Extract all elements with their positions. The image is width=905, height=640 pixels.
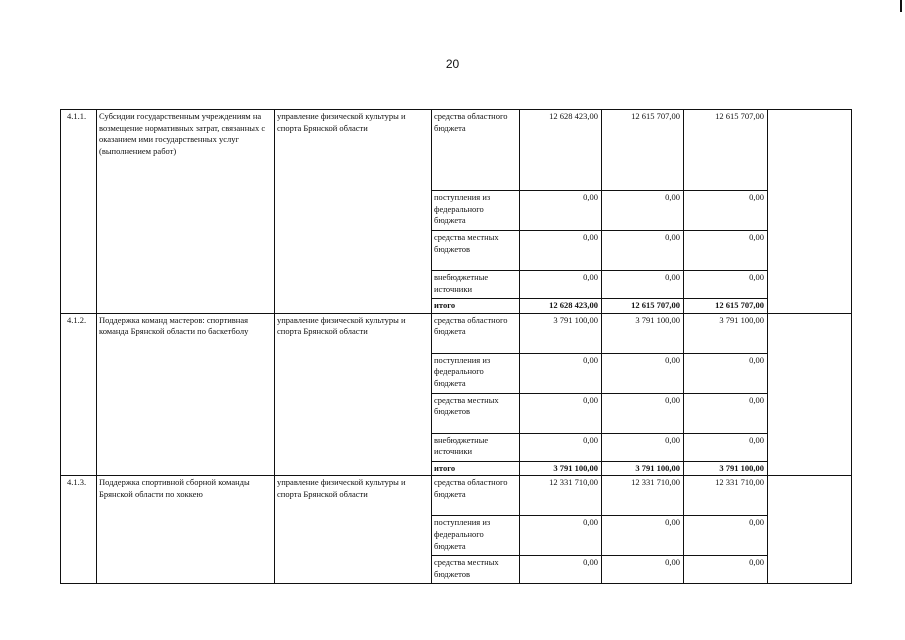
amount-cell: 12 615 707,00 — [684, 110, 768, 191]
table-row — [61, 476, 852, 516]
total-label: итого — [432, 299, 520, 314]
empty-cell — [768, 313, 852, 476]
amount-cell: 0,00 — [602, 191, 684, 231]
item-name: Поддержка команд мастеров: спортивная команда Брянской области по баскетболу — [97, 313, 275, 476]
amount-cell: 0,00 — [684, 353, 768, 393]
total-label: итого — [432, 461, 520, 476]
amount-cell: 12 331 710,00 — [520, 476, 602, 516]
item-executor: управление физической культуры и спорта Брянской области — [275, 110, 432, 314]
funding-source: внебюджетные источники — [432, 433, 520, 461]
funding-source: поступления из федерального бюджета — [432, 353, 520, 393]
funding-source: средства местных бюджетов — [432, 231, 520, 271]
amount-cell: 12 331 710,00 — [602, 476, 684, 516]
item-name: Поддержка спортивной сборной команды Брянской области по хоккею — [97, 476, 275, 584]
amount-cell: 0,00 — [684, 271, 768, 299]
item-code: 4.1.3. — [61, 476, 97, 584]
amount-cell: 0,00 — [520, 353, 602, 393]
amount-cell: 12 331 710,00 — [684, 476, 768, 516]
amount-cell: 0,00 — [602, 271, 684, 299]
amount-cell: 0,00 — [602, 556, 684, 584]
total-amount: 12 615 707,00 — [602, 299, 684, 314]
amount-cell: 0,00 — [684, 191, 768, 231]
empty-cell — [768, 110, 852, 314]
amount-cell: 0,00 — [684, 231, 768, 271]
amount-cell: 0,00 — [684, 556, 768, 584]
amount-cell: 12 615 707,00 — [602, 110, 684, 191]
amount-cell: 0,00 — [520, 231, 602, 271]
amount-cell: 3 791 100,00 — [520, 313, 602, 353]
funding-source: средства местных бюджетов — [432, 556, 520, 584]
budget-table — [60, 109, 852, 584]
table-row — [61, 110, 852, 191]
funding-source: поступления из федерального бюджета — [432, 516, 520, 556]
amount-cell: 0,00 — [684, 393, 768, 433]
funding-source: средства областного бюджета — [432, 313, 520, 353]
amount-cell: 3 791 100,00 — [602, 313, 684, 353]
amount-cell: 0,00 — [684, 516, 768, 556]
item-name: Субсидии государственным учреждениям на возмещение нормативных затрат, связанных с оказанием ими государственных услуг (выполнением работ) — [97, 110, 275, 314]
amount-cell: 0,00 — [602, 353, 684, 393]
item-code: 4.1.1. — [61, 110, 97, 314]
total-amount: 3 791 100,00 — [520, 461, 602, 476]
total-amount: 3 791 100,00 — [602, 461, 684, 476]
amount-cell: 0,00 — [602, 516, 684, 556]
table-row — [61, 313, 852, 353]
amount-cell: 0,00 — [602, 433, 684, 461]
amount-cell: 0,00 — [602, 393, 684, 433]
empty-cell — [768, 476, 852, 584]
amount-cell: 12 628 423,00 — [520, 110, 602, 191]
item-executor: управление физической культуры и спорта Брянской области — [275, 313, 432, 476]
total-amount: 12 615 707,00 — [684, 299, 768, 314]
item-executor: управление физической культуры и спорта Брянской области — [275, 476, 432, 584]
funding-source: поступления из федерального бюджета — [432, 191, 520, 231]
amount-cell: 3 791 100,00 — [684, 313, 768, 353]
item-code: 4.1.2. — [61, 313, 97, 476]
amount-cell: 0,00 — [520, 516, 602, 556]
amount-cell: 0,00 — [520, 271, 602, 299]
page-number: 20 — [445, 57, 460, 71]
amount-cell: 0,00 — [684, 433, 768, 461]
funding-source: средства местных бюджетов — [432, 393, 520, 433]
funding-source: средства областного бюджета — [432, 476, 520, 516]
amount-cell: 0,00 — [520, 433, 602, 461]
amount-cell: 0,00 — [520, 191, 602, 231]
amount-cell: 0,00 — [520, 556, 602, 584]
funding-source: внебюджетные источники — [432, 271, 520, 299]
edge-mark — [900, 0, 902, 12]
amount-cell: 0,00 — [602, 231, 684, 271]
funding-source: средства областного бюджета — [432, 110, 520, 191]
total-amount: 3 791 100,00 — [684, 461, 768, 476]
amount-cell: 0,00 — [520, 393, 602, 433]
total-amount: 12 628 423,00 — [520, 299, 602, 314]
